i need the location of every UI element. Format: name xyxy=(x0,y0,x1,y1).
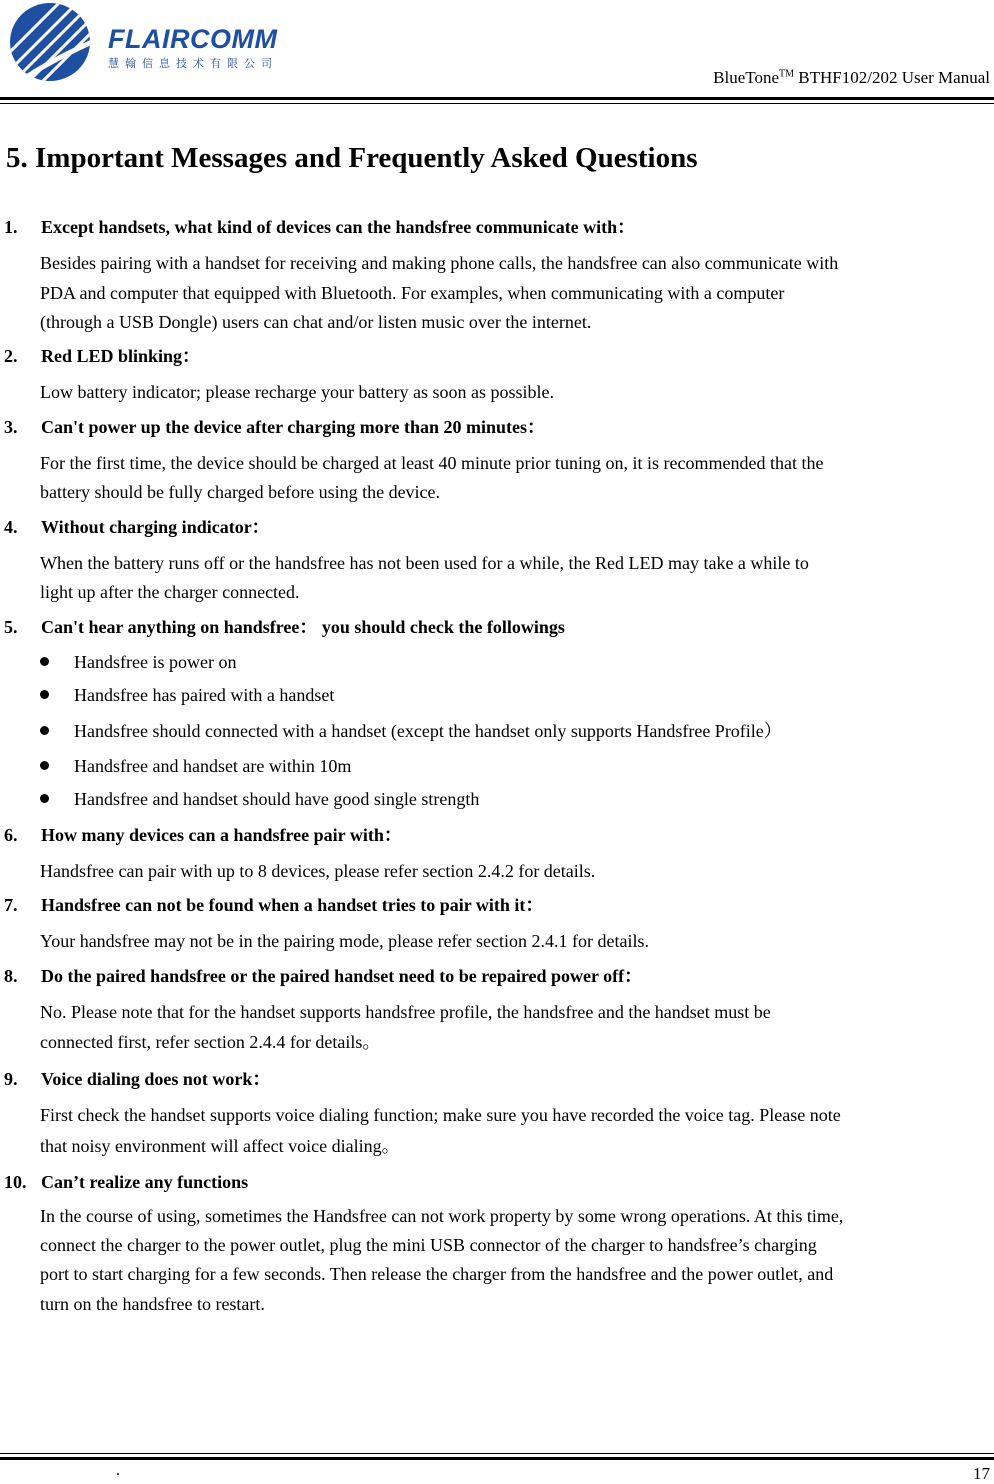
header-rule-thick xyxy=(0,97,994,100)
page-header xyxy=(0,0,994,105)
section-title: 5. Important Messages and Frequently Asked Questions xyxy=(6,142,698,174)
document-title: BlueTone™ BTHF102/202 User Manual xyxy=(713,68,990,87)
faq-question: 10. Can’t realize any functions xyxy=(4,1172,249,1192)
faq-question: 7. Handsfree can not be found when a handset tries to pair with it： xyxy=(4,895,544,915)
bullet-icon xyxy=(40,690,49,699)
faq-answer-line: turn on the handsfree to restart. xyxy=(40,1294,265,1314)
bullet-icon xyxy=(40,657,49,666)
checklist-item: Handsfree has paired with a handset xyxy=(40,681,334,710)
faq-question: 9. Voice dialing does not work： xyxy=(4,1069,271,1089)
faq-answer-line: Your handsfree may not be in the pairing mode, please refer section 2.4.1 for details. xyxy=(40,931,649,951)
checklist-item: Handsfree and handset should have good single strength xyxy=(40,785,479,814)
faq-answer-line: In the course of using, sometimes the Handsfree can not work property by some wrong operations. At this time, xyxy=(40,1206,844,1226)
faq-answer-line: (through a USB Dongle) users can chat and/or listen music over the internet. xyxy=(40,312,592,332)
faq-answer-line: PDA and computer that equipped with Bluetooth. For examples, when communicating with a computer xyxy=(40,283,785,303)
bullet-icon xyxy=(40,726,49,735)
faq-answer-line: Handsfree can pair with up to 8 devices, please refer section 2.4.2 for details. xyxy=(40,861,596,881)
faq-question: 3. Can't power up the device after charging more than 20 minutes： xyxy=(4,417,545,437)
checklist-item: Handsfree should connected with a handset (except the handset only supports Handsfree Profile） xyxy=(40,717,782,746)
checklist-item: Handsfree is power on xyxy=(40,648,236,677)
faq-answer-line: No. Please note that for the handset supports handsfree profile, the handsfree and the handset must be xyxy=(40,1002,771,1022)
faq-answer-line: connected first, refer section 2.4.4 for details。 xyxy=(40,1032,381,1052)
bullet-icon xyxy=(40,761,49,770)
checklist-item: Handsfree and handset are within 10m xyxy=(40,752,351,781)
faq-question: 5. Can't hear anything on handsfree： you should check the followings xyxy=(4,617,565,637)
bullet-icon xyxy=(40,794,49,803)
faq-answer-line: Low battery indicator; please recharge your battery as soon as possible. xyxy=(40,382,555,402)
footer-rule-thin xyxy=(0,1453,994,1454)
footer-rule-thick xyxy=(0,1457,994,1460)
logo-wordmark: FLAIRCOMM xyxy=(108,24,278,54)
page-number: 17 xyxy=(973,1464,990,1483)
faq-answer-line: battery should be fully charged before using the device. xyxy=(40,482,441,502)
faq-answer-line: light up after the charger connected. xyxy=(40,582,300,602)
faq-answer-line: When the battery runs off or the handsfree has not been used for a while, the Red LED may take a while to xyxy=(40,553,809,573)
logo-chinese-subtitle: 慧翰信息技术有限公司 xyxy=(108,57,278,70)
faq-answer-line: First check the handset supports voice dialing function; make sure you have recorded the voice tag. Please note xyxy=(40,1105,841,1125)
faq-answer-line: Besides pairing with a handset for receiving and making phone calls, the handsfree can also communicate with xyxy=(40,253,839,273)
faq-question: 1. Except handsets, what kind of devices can the handsfree communicate with： xyxy=(4,217,636,237)
logo-globe-icon xyxy=(8,2,104,88)
flaircomm-logo xyxy=(8,2,308,88)
faq-answer-line: connect the charger to the power outlet, plug the mini USB connector of the charger to handsfree’s charging xyxy=(40,1235,817,1255)
header-rule-thin xyxy=(0,103,994,104)
faq-question: 8. Do the paired handsfree or the paired handset need to be repaired power off： xyxy=(4,966,643,986)
faq-answer-line: For the first time, the device should be charged at least 40 minute prior tuning on, it is recommended that the xyxy=(40,453,824,473)
faq-question: 2. Red LED blinking： xyxy=(4,346,201,366)
faq-question: 6. How many devices can a handsfree pair with： xyxy=(4,825,402,845)
faq-answer-line: port to start charging for a few seconds. Then release the charger from the handsfree and the power outlet, and xyxy=(40,1264,834,1284)
footer-mark: . xyxy=(116,1462,120,1479)
faq-answer-line: that noisy environment will affect voice dialing。 xyxy=(40,1136,400,1156)
faq-question: 4. Without charging indicator： xyxy=(4,517,270,537)
